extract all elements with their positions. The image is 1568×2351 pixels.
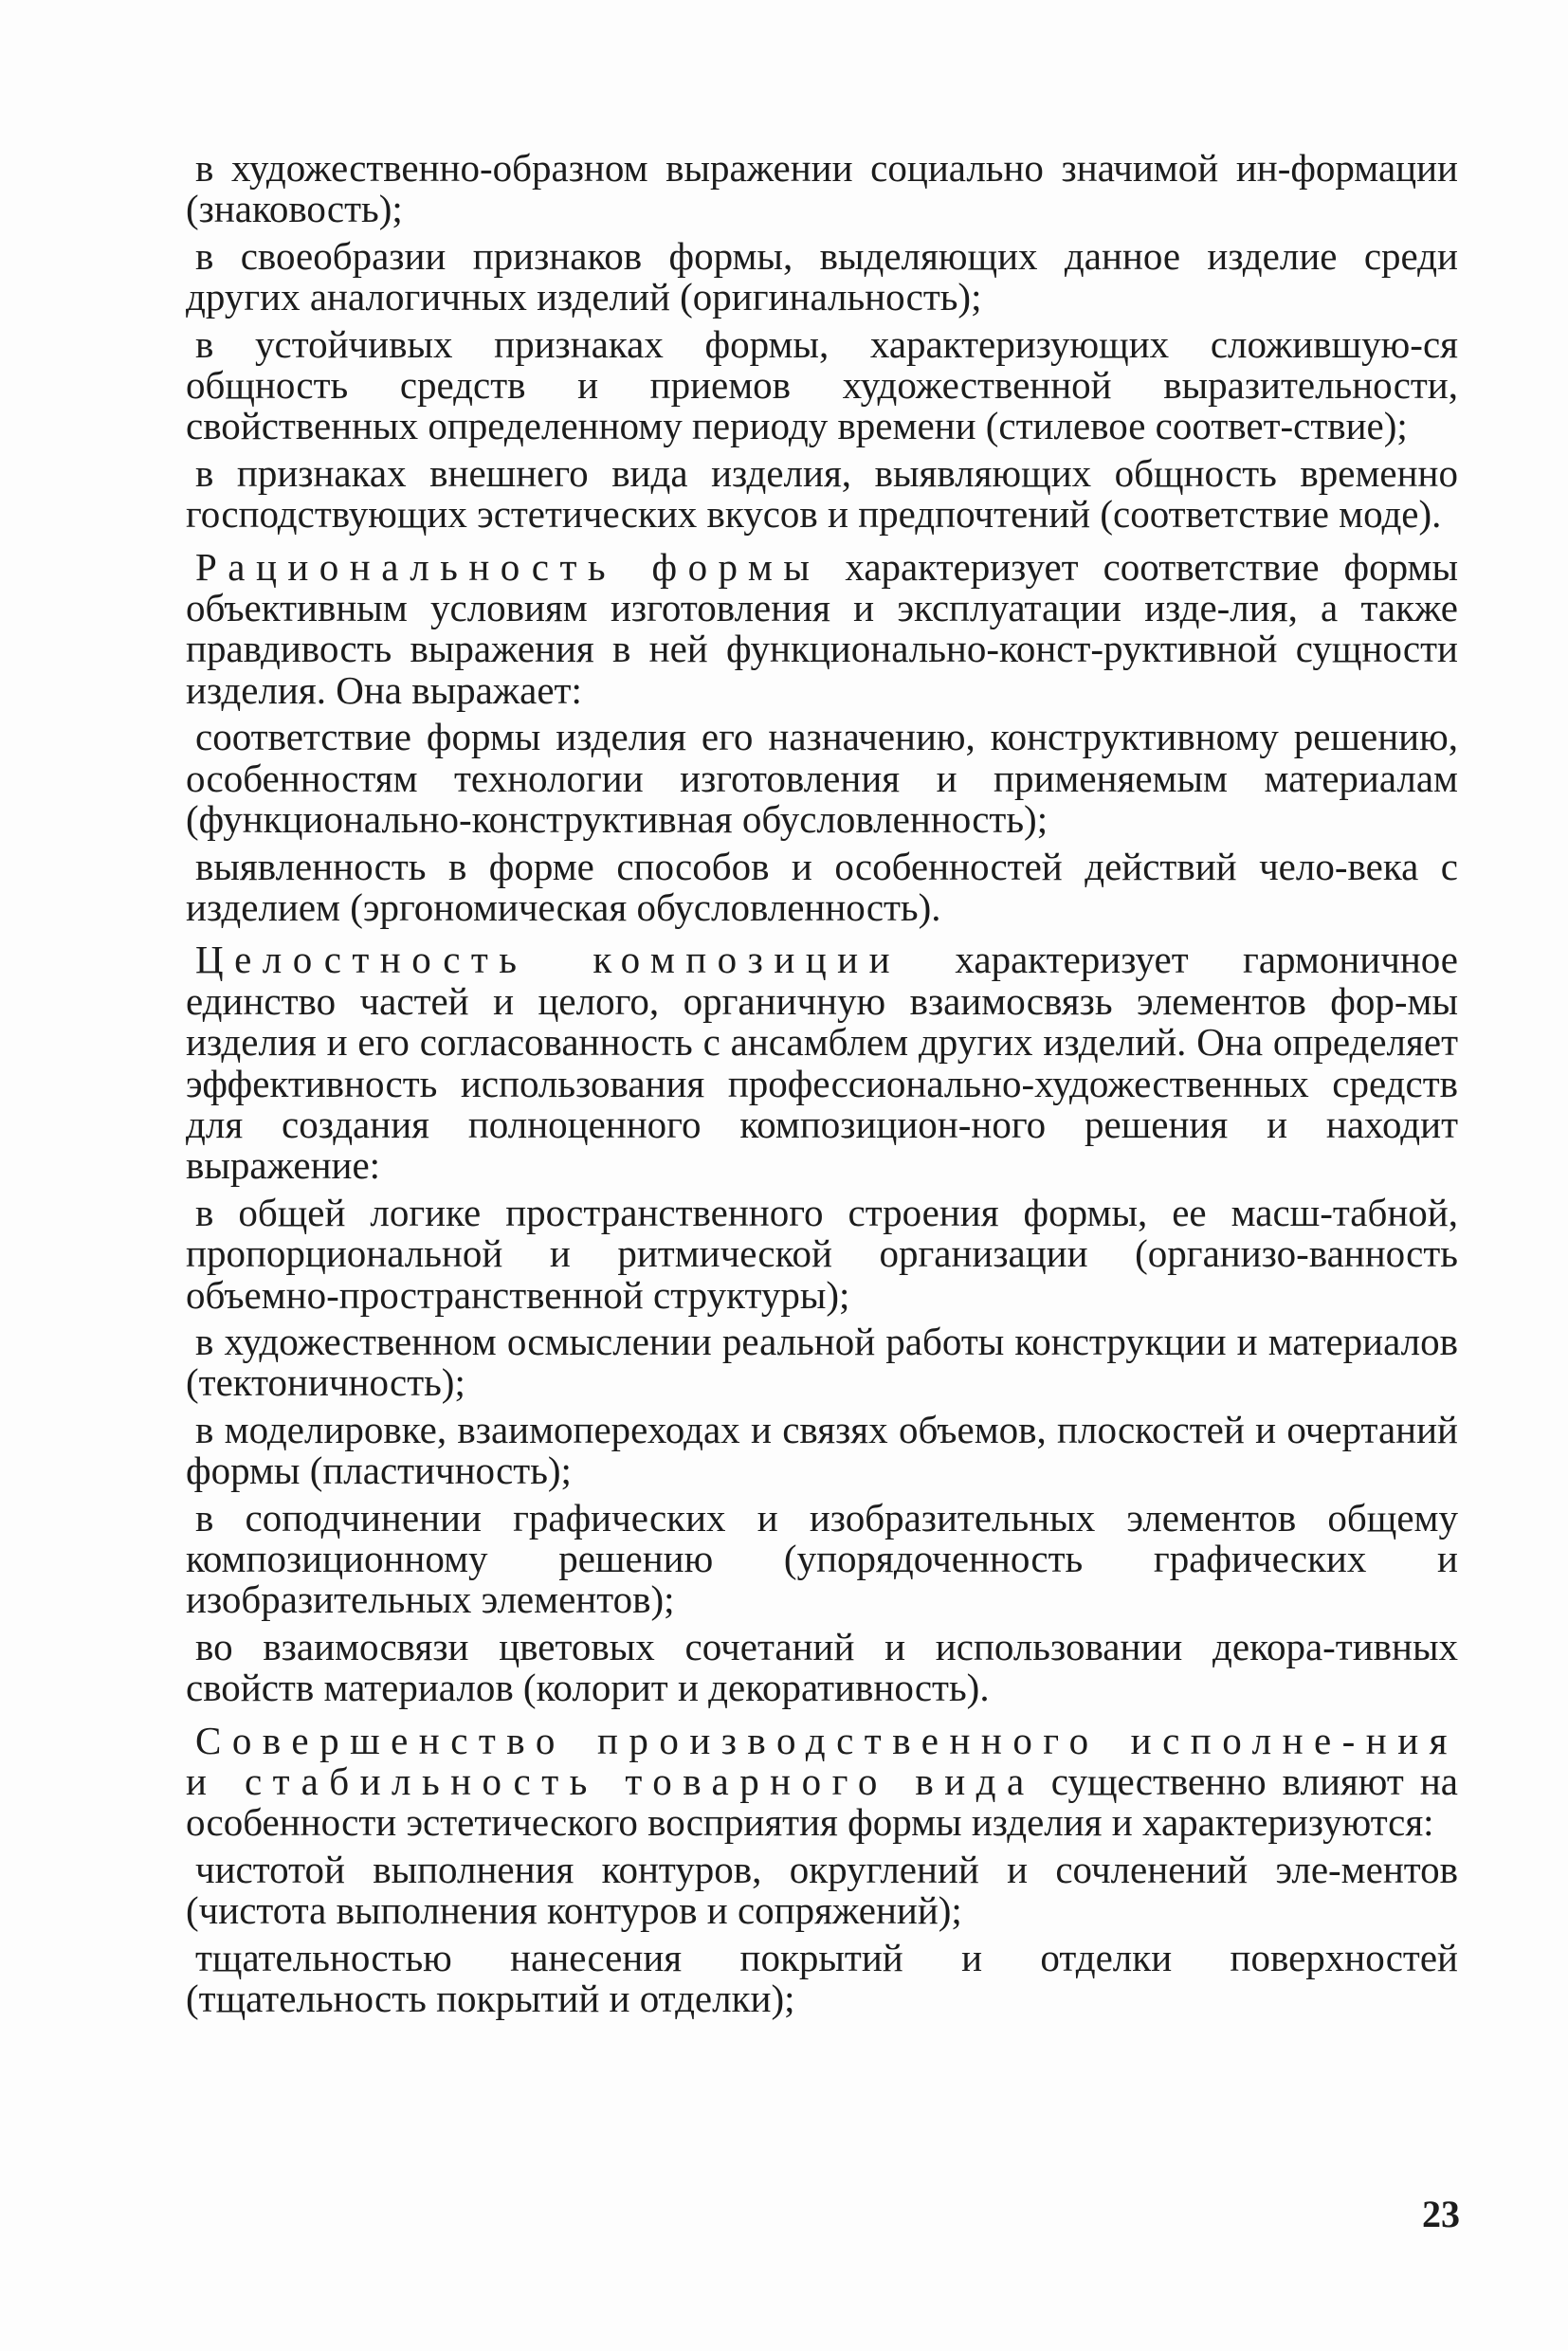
paragraph [186, 717, 1458, 840]
paragraph [186, 148, 1458, 230]
spaced-term: Совершенство производственного исполне-ния и стабильность товарного вида [186, 1718, 1458, 1804]
body-text [186, 148, 1458, 2019]
paragraph-text: соответствие формы изделия его назначению, конструктивному решению, особенностям технологии изготовления и применяемым материалам (функционально-конструктивная обусловленность); [186, 715, 1458, 842]
paragraph-text: чистотой выполнения контуров, округлений и сочленений эле-ментов (чистота выполнения контуров и сопряжений); [186, 1847, 1458, 1933]
paragraph [186, 1624, 1458, 1710]
paragraph-text: в соподчинении графических и изобразительных элементов общему композиционному решению (упорядоченность графических и изобразительных элементов); [186, 1495, 1458, 1622]
paragraph-text: в своеобразии признаков формы, выделяющих данное изделие среди других аналогичных изделий (оригинальность); [186, 233, 1458, 319]
paragraph [186, 1321, 1458, 1404]
paragraph [186, 844, 1458, 929]
paragraph [186, 1407, 1458, 1493]
paragraph [186, 321, 1458, 448]
paragraph-text: в признаках внешнего вида изделия, выявляющих общность временно господствующих эстетических вкусов и предпочтений (соответствие моде). [186, 450, 1458, 537]
paragraph-text: в устойчивых признаках формы, характеризующих сложившую-ся общность средств и приемов художественной выразительности, свойственных определенному периоду времени (стилевое соответ-ствие); [186, 321, 1458, 448]
page-number: 23 [1422, 2193, 1460, 2235]
paragraph [186, 1190, 1458, 1317]
paragraph-text: выявленность в форме способов и особенностей действий чело-века с изделием (эргономическая обусловленность). [186, 844, 1458, 929]
spaced-term: Рациональность формы [195, 544, 821, 589]
paragraph [186, 544, 1458, 712]
paragraph-text: в моделировке, взаимопереходах и связях объемов, плоскостей и очертаний формы (пластичность); [186, 1407, 1458, 1493]
paragraph [186, 450, 1458, 537]
paragraph [186, 939, 1458, 1186]
paragraph [186, 1495, 1458, 1622]
paragraph-text: в общей логике пространственного строения формы, ее масш-табной, пропорциональной и ритмической организации (организо-ванность объемно-пространственной структуры); [186, 1190, 1458, 1317]
paragraph [186, 1847, 1458, 1933]
paragraph-text: в художественном осмыслении реальной работы конструкции и материалов (тектоничность); [186, 1319, 1458, 1405]
paragraph-text: характеризует гармоничное единство частей и целого, органичную взаимосвязь элементов фор-мы изделия и его согласованность с ансамблем других изделий. Она определяет эффективность использования профессионально-художественных средств для создания полноценного композицион-ного решения и находит выражение: [186, 938, 1458, 1188]
paragraph-text: существенно влияют на особенности эстетического восприятия формы изделия и характеризуются: [186, 1759, 1458, 1845]
paragraph-text: во взаимосвязи цветовых сочетаний и использовании декора-тивных свойств материалов (колорит и декоративность). [186, 1624, 1458, 1710]
paragraph-text: характеризует соответствие формы объективным условиям изготовления и эксплуатации изде-лия, а также правдивость выражения в ней функционально-конст-руктивной сущности изделия. Она выражает: [186, 544, 1458, 712]
paragraph-text: в художественно-образном выражении социально значимой ин-формации (знаковость); [186, 146, 1458, 231]
paragraph [186, 1935, 1458, 2021]
paragraph-text: тщательностью нанесения покрытий и отделки поверхностей (тщательность покрытий и отделки); [186, 1935, 1458, 2021]
paragraph [186, 1718, 1458, 1845]
spaced-term: Целостность композиции [195, 938, 902, 982]
paragraph [186, 233, 1458, 319]
